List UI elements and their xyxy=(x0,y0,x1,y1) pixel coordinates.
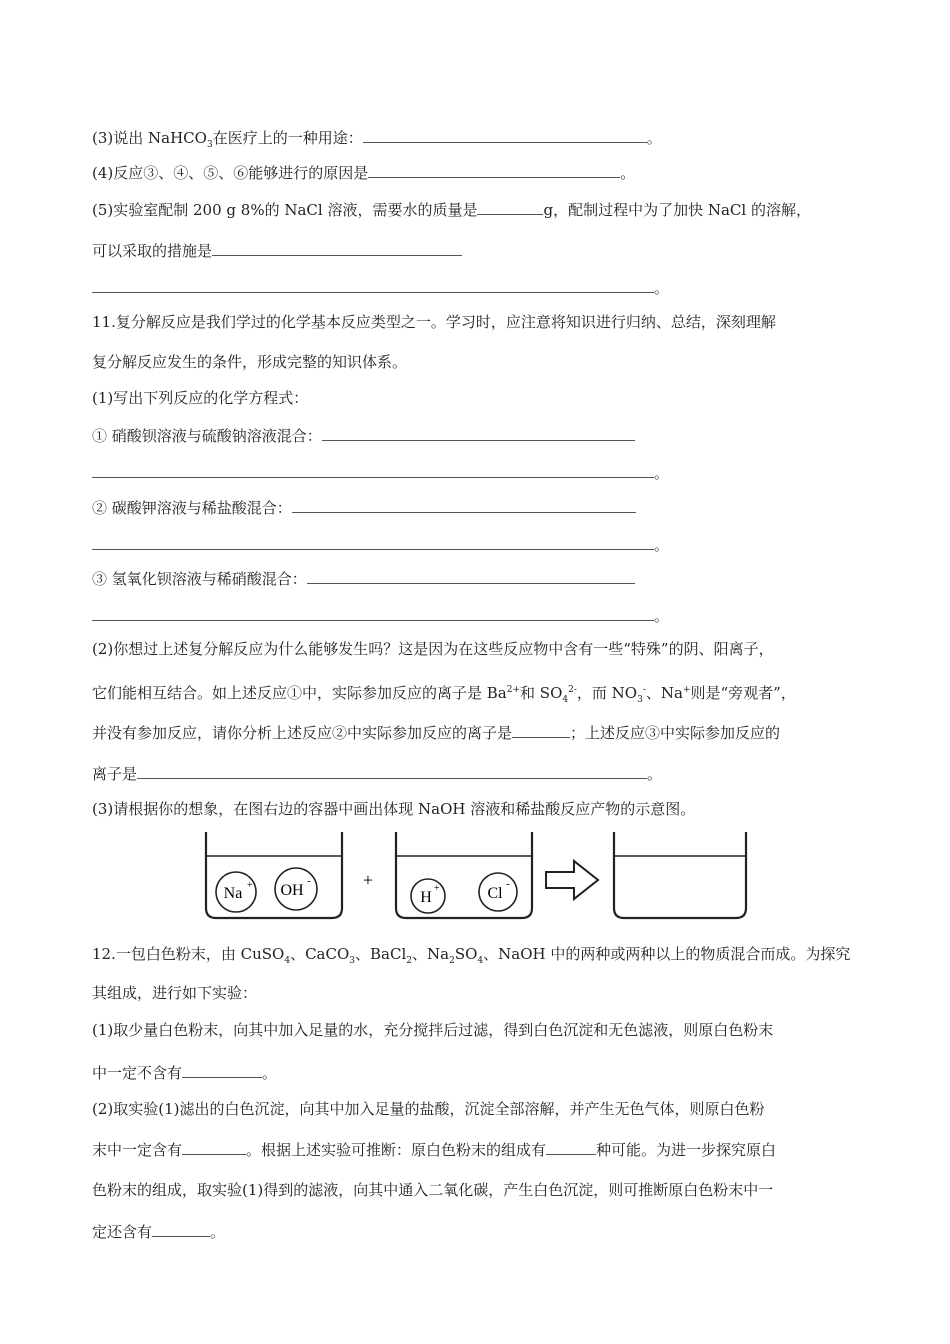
answer-blank[interactable] xyxy=(152,1222,210,1237)
q11-intro-line2: 复分解反应发生的条件，形成完整的知识体系。 xyxy=(92,353,408,371)
q11-part2-line2: 它们能相互结合。如上述反应①中，实际参加反应的离子是 $Ba^{2+}$和 $SO_4^{2-}$，而 $NO_3^-$、Na+则是“旁观者”， xyxy=(92,684,796,705)
q11-reaction-2: ② 碳酸钾溶液与稀盐酸混合： xyxy=(92,498,636,517)
svg-text:Na: Na xyxy=(223,885,243,902)
beaker-diagram xyxy=(200,828,750,924)
arrow-right-icon xyxy=(546,861,598,899)
answer-blank[interactable] xyxy=(182,1140,246,1155)
answer-blank[interactable] xyxy=(182,1063,262,1078)
plus-sign: + xyxy=(362,870,374,890)
answer-blank[interactable] xyxy=(477,200,543,215)
answer-blank[interactable] xyxy=(212,241,462,256)
answer-blank[interactable] xyxy=(546,1140,596,1155)
q12-part1-line2: 中一定不含有 。 xyxy=(92,1064,278,1082)
q10-part5-line2: 可以采取的措施是 xyxy=(92,241,462,260)
answer-blank[interactable] xyxy=(368,163,620,178)
q12-part2-line3: 色粉末的组成，取实验(1)得到的滤液，向其中通入二氧化碳，产生白色沉淀，则可推断原白色粉末中一 xyxy=(92,1181,774,1199)
answer-blank[interactable] xyxy=(292,498,636,513)
svg-text:Cl: Cl xyxy=(487,885,503,902)
svg-text:-: - xyxy=(307,875,311,887)
answer-blank[interactable] xyxy=(322,426,635,441)
ion-oh xyxy=(275,868,317,910)
ion-h xyxy=(411,879,445,913)
answer-blank[interactable] xyxy=(92,535,654,550)
answer-blank[interactable] xyxy=(307,569,635,584)
svg-text:OH: OH xyxy=(280,882,304,899)
svg-text:+: + xyxy=(247,880,253,891)
answer-blank[interactable] xyxy=(363,128,647,143)
answer-blank[interactable] xyxy=(512,723,570,738)
answer-blank[interactable] xyxy=(92,278,654,293)
ion-na xyxy=(216,872,256,912)
beaker-right-empty[interactable] xyxy=(614,832,746,918)
ion-cl xyxy=(479,873,517,911)
svg-text:H: H xyxy=(420,889,432,906)
q10-part3: (3)说出 NaHCO$_3$在医疗上的一种用途： 。 xyxy=(92,129,662,150)
q11-reaction-3: ③ 氢氧化钡溶液与稀硝酸混合： xyxy=(92,569,635,588)
answer-blank[interactable] xyxy=(137,764,647,779)
q12-part2-line4: 定还含有 。 xyxy=(92,1223,226,1241)
q10-part5-line3: 。 xyxy=(92,278,669,297)
q12-intro-line1: 12.一包白色粉末，由 CuSO$_4$、CaCO$_3$、BaCl$_2$、$Na_2SO_4$、NaOH 中的两种或两种以上的物质混合而成。为探究 xyxy=(92,945,851,966)
q10-part5: (5)实验室配制 200 g 8%的 NaCl 溶液，需要水的质量是 g，配制过程中为了加快 NaCl 的溶解， xyxy=(92,201,811,219)
q11-part2-line1: (2)你想过上述复分解反应为什么能够发生吗？这是因为在这些反应物中含有一些“特殊”的阴、阳离子， xyxy=(92,640,774,658)
svg-text:+: + xyxy=(434,883,440,894)
q11-reaction-3-line2: 。 xyxy=(92,606,669,625)
answer-blank[interactable] xyxy=(92,606,654,621)
q12-intro-line2: 其组成，进行如下实验： xyxy=(92,984,258,1002)
q11-part1-heading: (1)写出下列反应的化学方程式： xyxy=(92,389,309,407)
q11-part2-line3: 并没有参加反应，请你分析上述反应②中实际参加反应的离子是 ；上述反应③中实际参加反应的 xyxy=(92,724,781,742)
q11-reaction-1: ① 硝酸钡溶液与硫酸钠溶液混合： xyxy=(92,426,635,445)
svg-text:-: - xyxy=(506,878,510,890)
q10-part4: (4)反应③、④、⑤、⑥能够进行的原因是 。 xyxy=(92,164,636,182)
q11-part3: (3)请根据你的想象，在图右边的容器中画出体现 NaOH 溶液和稀盐酸反应产物的示意图。 xyxy=(92,800,696,818)
q11-intro-line1: 11.复分解反应是我们学过的化学基本反应类型之一。学习时，应注意将知识进行归纳、总结，深刻理解 xyxy=(92,313,776,331)
q12-part2-line1: (2)取实验(1)滤出的白色沉淀，向其中加入足量的盐酸，沉淀全部溶解，并产生无色气体，则原白色粉 xyxy=(92,1100,765,1118)
q11-reaction-1-line2: 。 xyxy=(92,463,669,482)
q11-reaction-2-line2: 。 xyxy=(92,535,669,554)
q12-part2-line2: 末中一定含有 。根据上述实验可推断：原白色粉末的组成有 种可能。为进一步探究原白 xyxy=(92,1141,777,1159)
q11-part2-line4: 离子是 。 xyxy=(92,765,663,783)
answer-blank[interactable] xyxy=(92,463,654,478)
q12-part1-line1: (1)取少量白色粉末，向其中加入足量的水，充分搅拌后过滤，得到白色沉淀和无色滤液，则原白色粉末 xyxy=(92,1021,774,1039)
